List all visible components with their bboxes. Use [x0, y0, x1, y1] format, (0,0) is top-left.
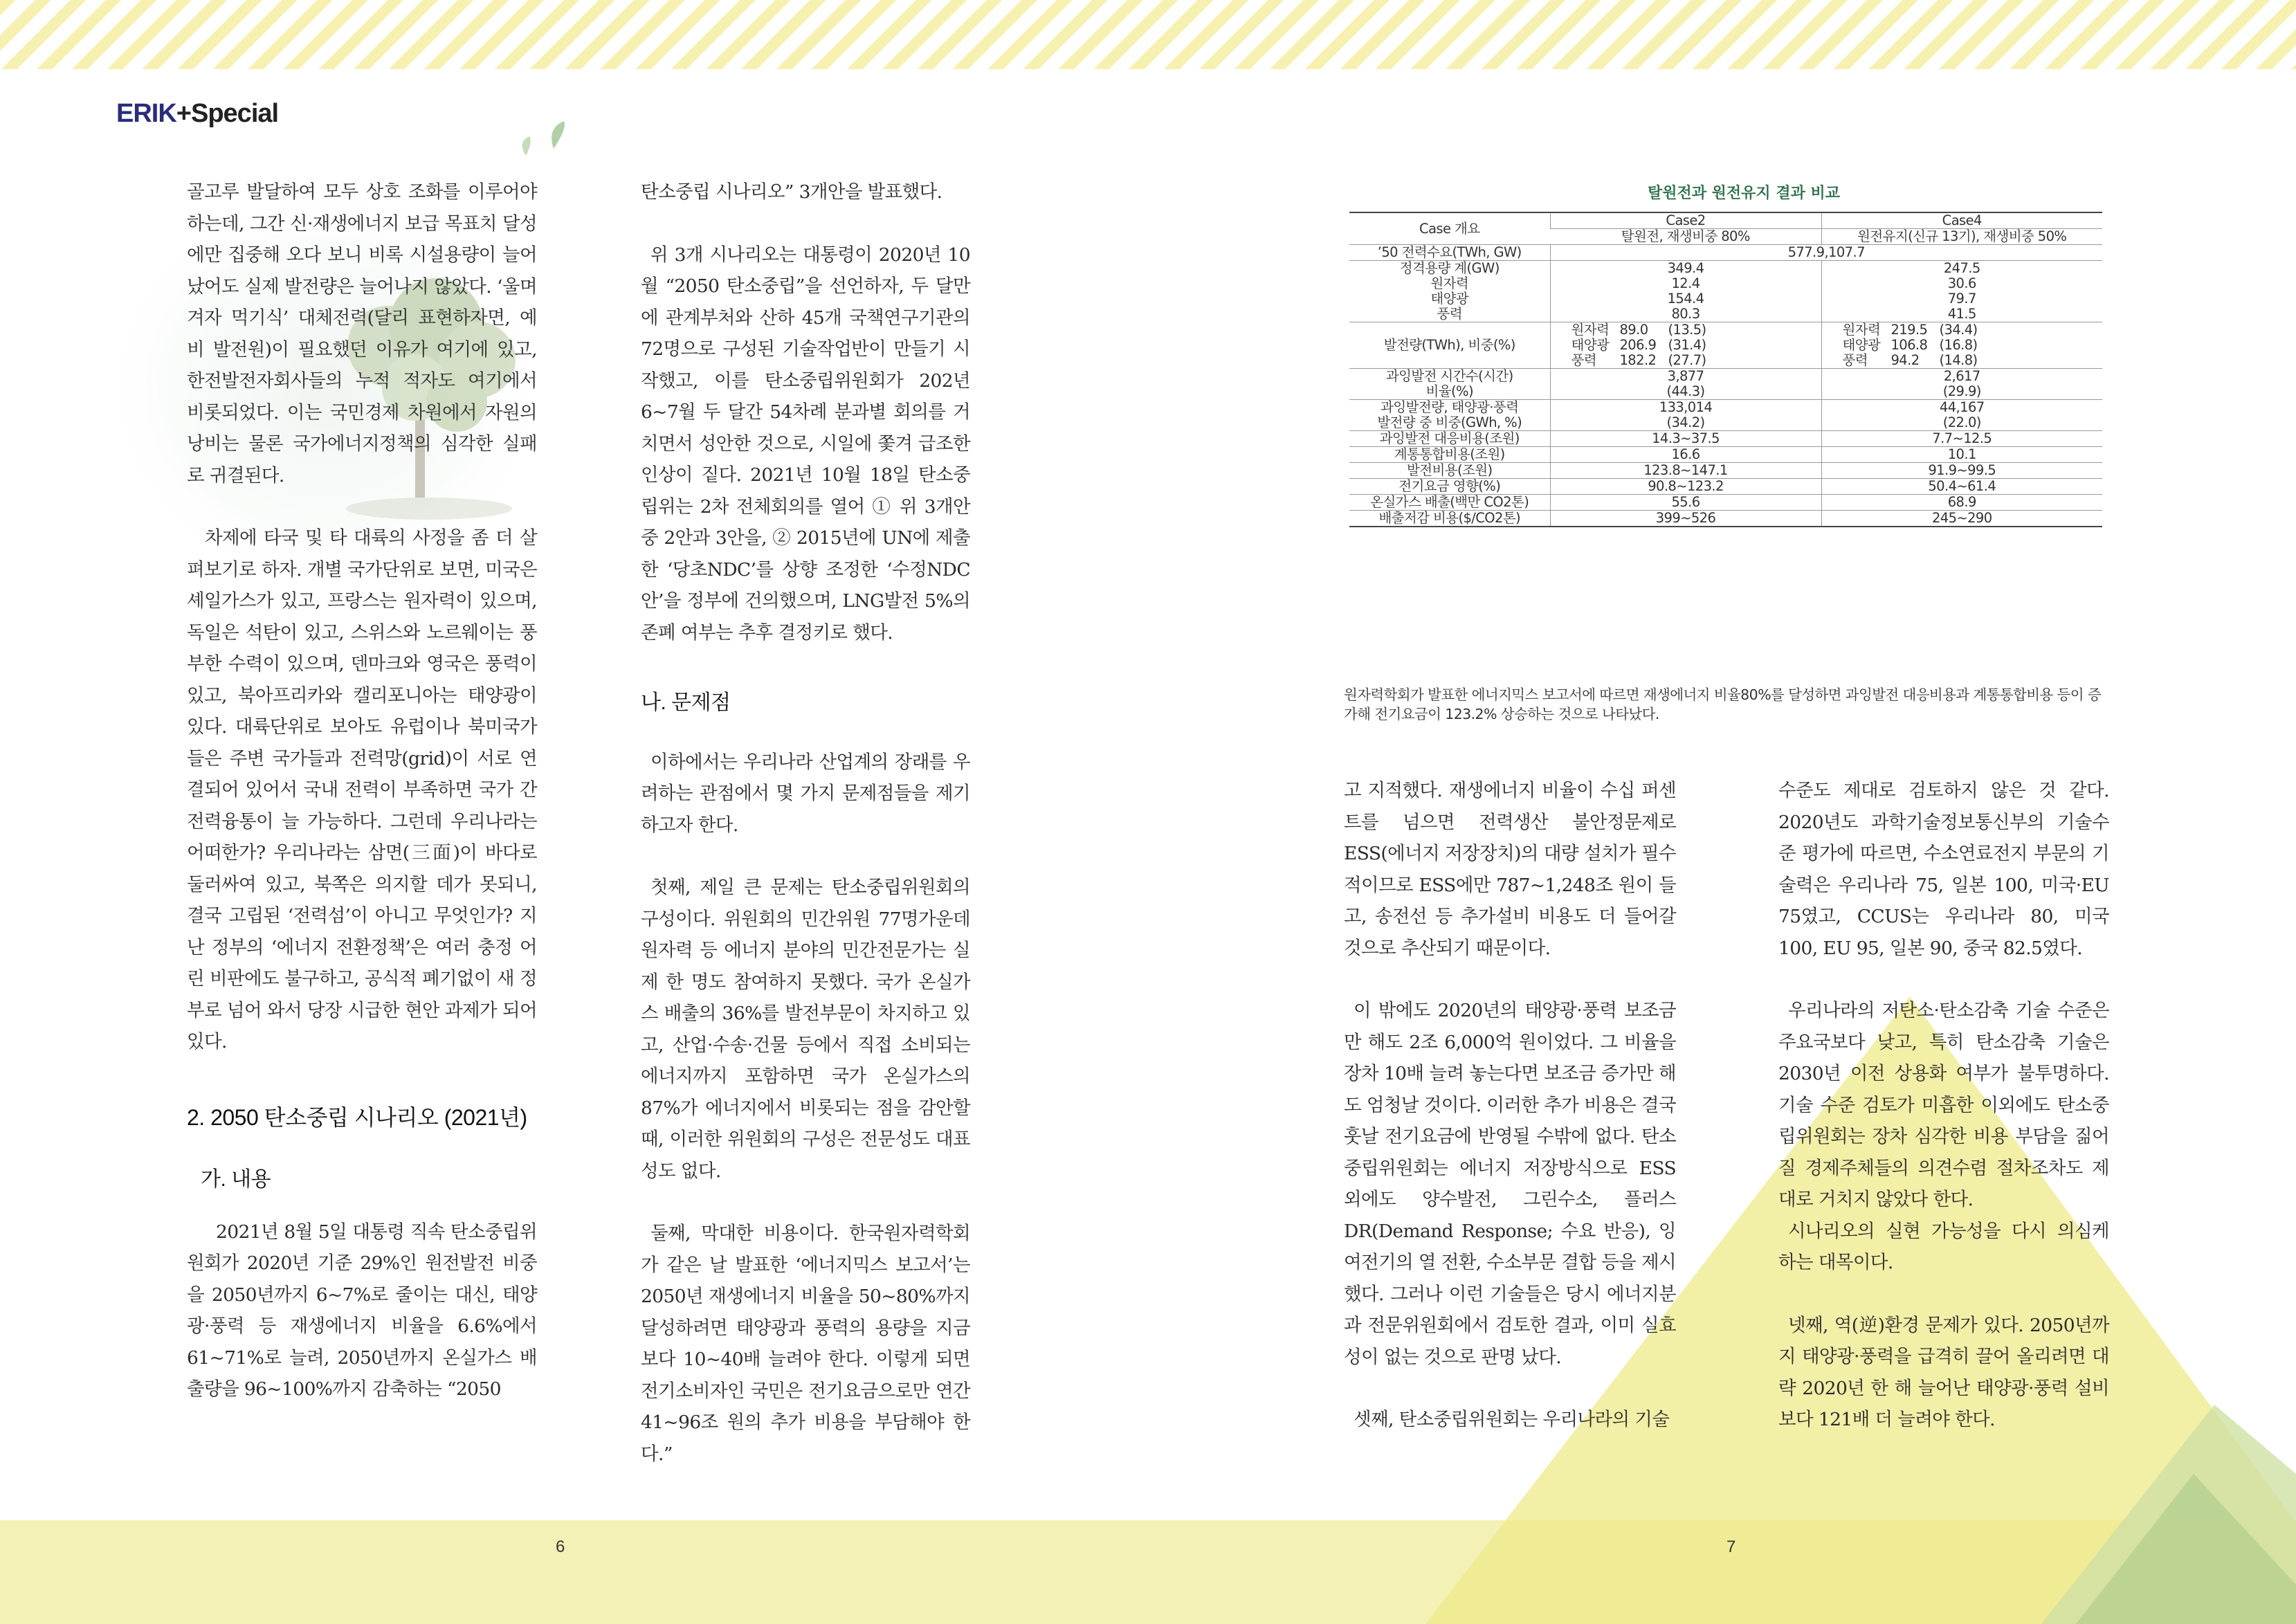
table-header-cell: Case4	[1821, 212, 2102, 229]
table-cell: 과잉발전 시간수(시간) 비율(%)	[1349, 369, 1550, 400]
table-cell: 발전비용(조원)	[1349, 463, 1550, 479]
table-cell: 16.6	[1550, 447, 1821, 463]
table-row	[1349, 431, 2102, 447]
table-cell: 3,877 (44.3)	[1550, 369, 1821, 400]
paragraph: 둘째, 막대한 비용이다. 한국원자력학회가 같은 날 발표한 ‘에너지믹스 보고서’는 2050년 재생에너지 비율을 50~80%까지 달성하려면 태양광과 풍력의 용량을 지금보다 10~40배 늘려야 한다. 이렇게 되면 전기소비자인 국민은 전기요금으로만 연간 41~96조 원의 추가 비용을 부담해야 한다.”	[641, 1223, 970, 1465]
table-row	[1349, 463, 2102, 479]
table-cell: 55.6	[1550, 495, 1821, 511]
paragraph: 우리나라의 저탄소·탄소감축 기술 수준은 주요국보다 낮고, 특히 탄소감축 기술은 2030년 이전 상용화 여부가 불투명하다. 기술 수준 검토가 미흡한 이외에도 탄소중립위원회는 장차 심각한 비용 부담을 짊어 질 경제주체들의 의견수렴 절차조차도 제대로 거치지 않았다 한다.	[1778, 1000, 2109, 1210]
table-cell: 과잉발전 대응비용(조원)	[1349, 431, 1550, 447]
paragraph: 고 지적했다. 재생에너지 비율이 수십 퍼센트를 넘으면 전력생산 불안정문제로 ESS(에너지 저장장치)의 대량 설치가 필수적이므로 ESS에만 787~1,248조 원이 들고, 송전선 등 추가설비 비용도 더 들어갈 것으로 추산되기 때문이다.	[1344, 780, 1676, 959]
paragraph: 이 밖에도 2020년의 태양광·풍력 보조금만 해도 2조 6,000억 원이었다. 그 비율을 장차 10배 늘려 놓는다면 보조금 증가만 해도 엄청날 것이다. 이러한 추가 비용은 결국 훗날 전기요금에 반영될 수밖에 없다. 탄소중립위원회는 에너지 저장방식으로 ESS 외에도 양수발전, 그린수소, 플러스 DR(Demand Response; 수요 반응), 잉여전기의 열 전환, 수소부문 결합 등을 제시했다. 그러나 이런 기술들은 당시 에너지분과 전문위원회에서 검토한 결과, 이미 실효성이 없는 것으로 판명 났다.	[1344, 1000, 1676, 1368]
paragraph: 위 3개 시나리오는 대통령이 2020년 10월 “2050 탄소중립”을 선언하자, 두 달만에 관계부처와 산하 45개 국책연구기관의 72명으로 구성된 기술작업반이 만들기 시작했고, 이를 탄소중립위원회가 202년 6~7월 두 달간 54차례 분과별 회의를 거치면서 성안한 것으로, 시일에 쫓겨 급조한 인상이 짙다. 2021년 10월 18일 탄소중립위는 2차 전체회의를 열어 ① 위 3개안 중 2안과 3안을, ② 2015년에 UN에 제출한 ‘당초NDC’를 상향 조정한 ‘수정NDC안’을 정부에 건의했으며, LNG발전 5%의 존폐 여부는 추후 결정키로 했다.	[641, 244, 970, 644]
table-cell: 44,167 (22.0)	[1821, 400, 2102, 431]
table-header-cell: 탈원전, 재생비중 80%	[1550, 229, 1821, 245]
table-cell: 계통통합비용(조원)	[1349, 447, 1550, 463]
table-cell: 247.5 30.6 79.7 41.5	[1821, 261, 2102, 322]
page-number: 7	[1726, 1538, 1736, 1556]
page-number: 6	[556, 1538, 565, 1556]
table-row	[1349, 369, 2102, 400]
table-header-cell: 원전유지(신규 13기), 재생비중 50%	[1821, 229, 2102, 245]
table-cell: 7.7~12.5	[1821, 431, 2102, 447]
table-row	[1349, 261, 2102, 322]
table-cell: 349.4 12.4 154.4 80.3	[1550, 261, 1821, 322]
subsection-heading: 가. 내용	[201, 1168, 271, 1191]
comparison-table	[1349, 212, 2102, 527]
paragraph: 셋째, 탄소중립위원회는 우리나라의 기술	[1354, 1409, 1670, 1430]
table-row	[1349, 245, 2102, 261]
table-row	[1349, 322, 2102, 369]
paragraph: 첫째, 제일 큰 문제는 탄소중립위원회의 구성이다. 위원회의 민간위원 77명가운데 원자력 등 에너지 분야의 민간전문가는 실제 한 명도 참여하지 못했다. 국가 온실가스 배출의 36%를 발전부문이 차지하고 있고, 산업·수송·건물 등에서 직접 소비되는 에너지까지 포함하면 국가 온실가스의 87%가 에너지에서 비롯되는 점을 감안할 때, 이러한 위원회의 구성은 전문성도 대표성도 없다.	[641, 877, 970, 1182]
table-cell: 원자력 89.0 (13.5) 태양광 206.9 (31.4) 풍력 182.2 (27.7)	[1550, 322, 1821, 369]
paragraph: 이하에서는 우리나라 산업계의 장래를 우려하는 관점에서 몇 가지 문제점들을 제기하고자 한다.	[641, 751, 970, 836]
table-header-cell: Case 개요	[1349, 212, 1550, 245]
leaf-icon	[522, 121, 565, 156]
paragraph: 시나리오의 실현 가능성을 다시 의심케 하는 대목이다.	[1778, 1220, 2109, 1273]
table-cell: 배출저감 비용($/CO2톤)	[1349, 511, 1550, 527]
table-cell: 577.9,107.7	[1550, 245, 2102, 261]
table-cell: 10.1	[1821, 447, 2102, 463]
table-cell: 399~526	[1550, 511, 1821, 527]
table-cell: 발전량(TWh), 비중(%)	[1349, 322, 1550, 369]
table-cell: 정격용량 계(GW) 원자력 태양광 풍력	[1349, 261, 1550, 322]
table-cell: 과잉발전량, 태양광·풍력 발전량 중 비중(GWh, %)	[1349, 400, 1550, 431]
section-heading: 2. 2050 탄소중립 시나리오 (2021년)	[187, 1104, 527, 1130]
table-row	[1349, 479, 2102, 495]
table-cell: 원자력 219.5 (34.4) 태양광 106.8 (16.8) 풍력 94.2 (14.8)	[1821, 322, 2102, 369]
right-column-2	[1778, 775, 2109, 1436]
left-column-2	[641, 176, 970, 1470]
paragraph: 골고루 발달하여 모두 상호 조화를 이루어야 하는데, 그간 신·재생에너지 보급 목표치 달성에만 집중해 오다 보니 비록 시설용량이 늘어났어도 실제 발전량은 늘어나지 않았다. ‘울며 겨자 먹기식’ 대체전력(달리 표현하자면, 예비 발전원)이 필요했던 이유가 여기에 있고, 한전발전자회사들의 누적 적자도 여기에서 비롯되었다. 이는 국민경제 차원에서 자원의 낭비는 물론 국가에너지정책의 심각한 실패로 귀결된다.	[187, 181, 537, 486]
table-row	[1349, 495, 2102, 511]
paragraph: 탄소중립 시나리오” 3개안을 발표했다.	[641, 181, 942, 203]
table-cell: 전기요금 영향(%)	[1349, 479, 1550, 495]
table-cell: 14.3~37.5	[1550, 431, 1821, 447]
table-cell: 123.8~147.1	[1550, 463, 1821, 479]
table-cell: 245~290	[1821, 511, 2102, 527]
paragraph: 수준도 제대로 검토하지 않은 것 같다. 2020년도 과학기술정보통신부의 기술수준 평가에 따르면, 수소연료전지 부문의 기술력은 우리나라 75, 일본 100, 미국·EU 75였고, CCUS는 우리나라 80, 미국 100, EU 95, 일본 90, 중국 82.5였다.	[1778, 780, 2109, 959]
left-column-1	[187, 176, 537, 1405]
table-row	[1349, 400, 2102, 431]
paragraph: 2021년 8월 5일 대통령 직속 탄소중립위원회가 2020년 기준 29%인 원전발전 비중을 2050년까지 6~7%로 줄이는 대신, 태양광·풍력 등 재생에너지 비율을 6.6%에서 61~71%로 늘려, 2050년까지 온실가스 배출량을 96~100%까지 감축하는 “2050	[187, 1221, 537, 1400]
table-header-row	[1349, 212, 2102, 229]
table-title: 탈원전과 원전유지 결과 비교	[1647, 185, 1840, 202]
subsection-heading: 나. 문제점	[641, 691, 731, 714]
table-row	[1349, 511, 2102, 527]
paragraph: 차제에 타국 및 타 대륙의 사정을 좀 더 살펴보기로 하자. 개별 국가단위로 보면, 미국은 셰일가스가 있고, 프랑스는 원자력이 있으며, 독일은 석탄이 있고, 스위스와 노르웨이는 풍부한 수력이 있으며, 덴마크와 영국은 풍력이 있고, 북아프리카와 캘리포니아는 태양광이 있다. 대륙단위로 보아도 유럽이나 북미국가들은 주변 국가들과 전력망(grid)이 서로 연결되어 있어서 국내 전력이 부족하면 국가 간 전력융통이 늘 가능하다. 그런데 우리나라는 어떠한가? 우리나라는 삼면(三面)이 바다로 둘러싸여 있고, 북쪽은 의지할 데가 못되니, 결국 고립된 ‘전력섬’이 아니고 무엇인가? 지난 정부의 ‘에너지 전환정책’은 여러 충정 어린 비판에도 불구하고, 공식적 폐기없이 새 정부로 넘어 와서 당장 시급한 현안 과제가 되어 있다.	[187, 527, 537, 1052]
brand-logo: ERIK+Special	[116, 99, 279, 128]
right-column-1	[1344, 775, 1676, 1436]
table-cell: 온실가스 배출(백만 CO2톤)	[1349, 495, 1550, 511]
table-header-cell: Case2	[1550, 212, 1821, 229]
table-cell: 133,014 (34.2)	[1550, 400, 1821, 431]
table-cell: ’50 전력수요(TWh, GW)	[1349, 245, 1550, 261]
table-cell: 90.8~123.2	[1550, 479, 1821, 495]
table-cell: 50.4~61.4	[1821, 479, 2102, 495]
table-cell: 68.9	[1821, 495, 2102, 511]
table-row	[1349, 447, 2102, 463]
table-caption: 원자력학회가 발표한 에너지믹스 보고서에 따르면 재생에너지 비율80%를 달성하면 과잉발전 대응비용과 계통통합비용 등이 증가해 전기요금이 123.2% 상승하는 것으로 나타났다.	[1344, 686, 2102, 722]
paragraph: 넷째, 역(逆)환경 문제가 있다. 2050년까지 태양광·풍력을 급격히 끌어 올리려면 대략 2020년 한 해 늘어난 태양광·풍력 설비보다 121배 더 늘려야 한다.	[1778, 1314, 2109, 1430]
table-cell: 2,617 (29.9)	[1821, 369, 2102, 400]
table-cell: 91.9~99.5	[1821, 463, 2102, 479]
